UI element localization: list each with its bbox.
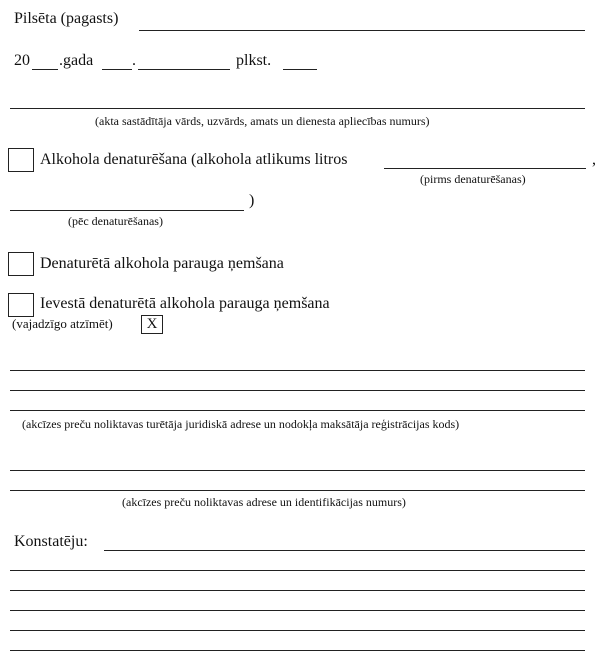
owner-input-line-3[interactable]: [10, 410, 585, 411]
owner-input-line-1[interactable]: [10, 370, 585, 371]
month-input-line[interactable]: [138, 69, 230, 70]
date-dot: .: [132, 52, 136, 69]
findings-label: Konstatēju:: [14, 533, 88, 550]
findings-input-line-3[interactable]: [10, 590, 585, 591]
warehouse-caption: (akcīzes preču noliktavas adrese un identifikācijas numurs): [122, 495, 406, 509]
warehouse-owner-caption: (akcīzes preču noliktavas turētāja juridiskā adrese un nodokļa maksātāja reģistrācijas kods): [22, 417, 460, 431]
author-caption: (akta sastādītāja vārds, uzvārds, amats un dienesta apliecības numurs): [95, 114, 430, 128]
year-suffix: .gada: [59, 52, 94, 69]
findings-input-line-5[interactable]: [10, 630, 585, 631]
amount-before-input-line[interactable]: [384, 168, 586, 169]
findings-input-line-4[interactable]: [10, 610, 585, 611]
amount-after-input-line[interactable]: [10, 210, 244, 211]
year-input-line[interactable]: [32, 69, 58, 70]
time-label: plkst.: [236, 52, 272, 69]
findings-input-line-1[interactable]: [104, 550, 585, 551]
year-prefix: 20: [14, 52, 30, 69]
findings-input-line-6[interactable]: [10, 650, 585, 651]
day-input-line[interactable]: [102, 69, 132, 70]
owner-input-line-2[interactable]: [10, 390, 585, 391]
time-input-line[interactable]: [283, 69, 317, 70]
close-paren: ): [249, 192, 255, 209]
denaturation-comma: ,: [592, 151, 596, 168]
sample-label: Denaturētā alkohola parauga ņemšana: [40, 255, 284, 272]
imported-sample-label: Ievestā denaturētā alkohola parauga ņemšana: [40, 295, 330, 312]
mark-example-box: X: [141, 315, 163, 334]
warehouse-input-line-1[interactable]: [10, 470, 585, 471]
city-label: Pilsēta (pagasts): [14, 10, 119, 27]
city-input-line[interactable]: [139, 30, 585, 31]
before-caption: (pirms denaturēšanas): [420, 172, 526, 186]
sample-checkbox[interactable]: [8, 252, 34, 276]
denaturation-checkbox[interactable]: [8, 148, 34, 172]
denaturation-label: Alkohola denaturēšana (alkohola atlikums litros: [40, 151, 348, 168]
author-input-line[interactable]: [10, 108, 585, 109]
mark-hint: (vajadzīgo atzīmēt): [12, 316, 113, 331]
findings-input-line-2[interactable]: [10, 570, 585, 571]
warehouse-input-line-2[interactable]: [10, 490, 585, 491]
after-caption: (pēc denaturēšanas): [68, 214, 163, 228]
imported-sample-checkbox[interactable]: [8, 293, 34, 317]
